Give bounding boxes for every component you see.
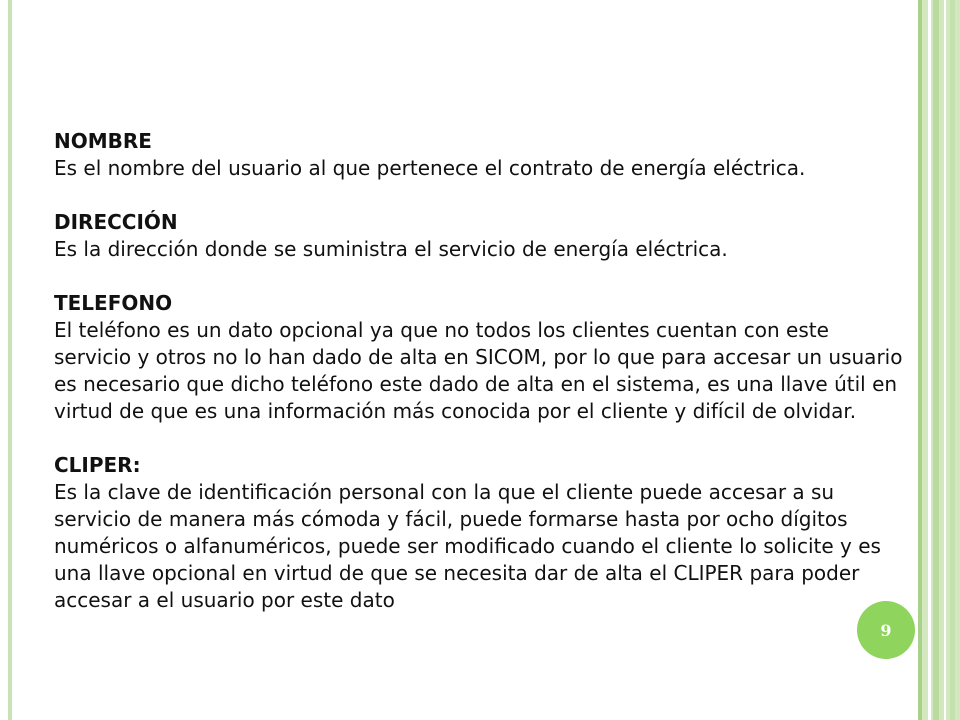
section-direccion	[54, 209, 904, 263]
slide-content	[54, 128, 904, 641]
section-nombre	[54, 128, 904, 182]
section-cliper	[54, 452, 904, 614]
section-text: Es el nombre del usuario al que pertenece el contrato de energía eléctrica.	[54, 156, 806, 180]
section-text: El teléfono es un dato opcional ya que no todos los clientes cuentan con este servicio y otros no lo han dado de alta en SICOM, por lo que para accesar un usuario es necesario que dicho teléfono este dado de alta en el sistema, es una llave útil en virtud de que es una información más conocida por el cliente y difícil de olvidar.	[54, 318, 903, 423]
section-heading: TELEFONO	[54, 291, 173, 315]
section-heading: CLIPER:	[54, 453, 141, 477]
page-number-badge: 9	[857, 601, 915, 659]
section-heading: DIRECCIÓN	[54, 210, 178, 234]
decorative-stripe	[928, 0, 931, 720]
decorative-stripe	[950, 0, 955, 720]
section-telefono	[54, 290, 904, 425]
section-text: Es la clave de identificación personal con la que el cliente puede accesar a su servicio de manera más cómoda y fácil, puede formarse hasta por ocho dígitos numéricos o alfanuméricos, puede ser modificado cuando el cliente lo solicite y es una llave opcional en virtud de que se necesita dar de alta el CLIPER para poder accesar a el usuario por este dato	[54, 480, 881, 612]
section-text: Es la dirección donde se suministra el servicio de energía eléctrica.	[54, 237, 728, 261]
decorative-stripe	[944, 0, 946, 720]
decorative-stripe	[918, 0, 922, 720]
section-heading: NOMBRE	[54, 129, 152, 153]
decorative-stripe	[933, 0, 939, 720]
